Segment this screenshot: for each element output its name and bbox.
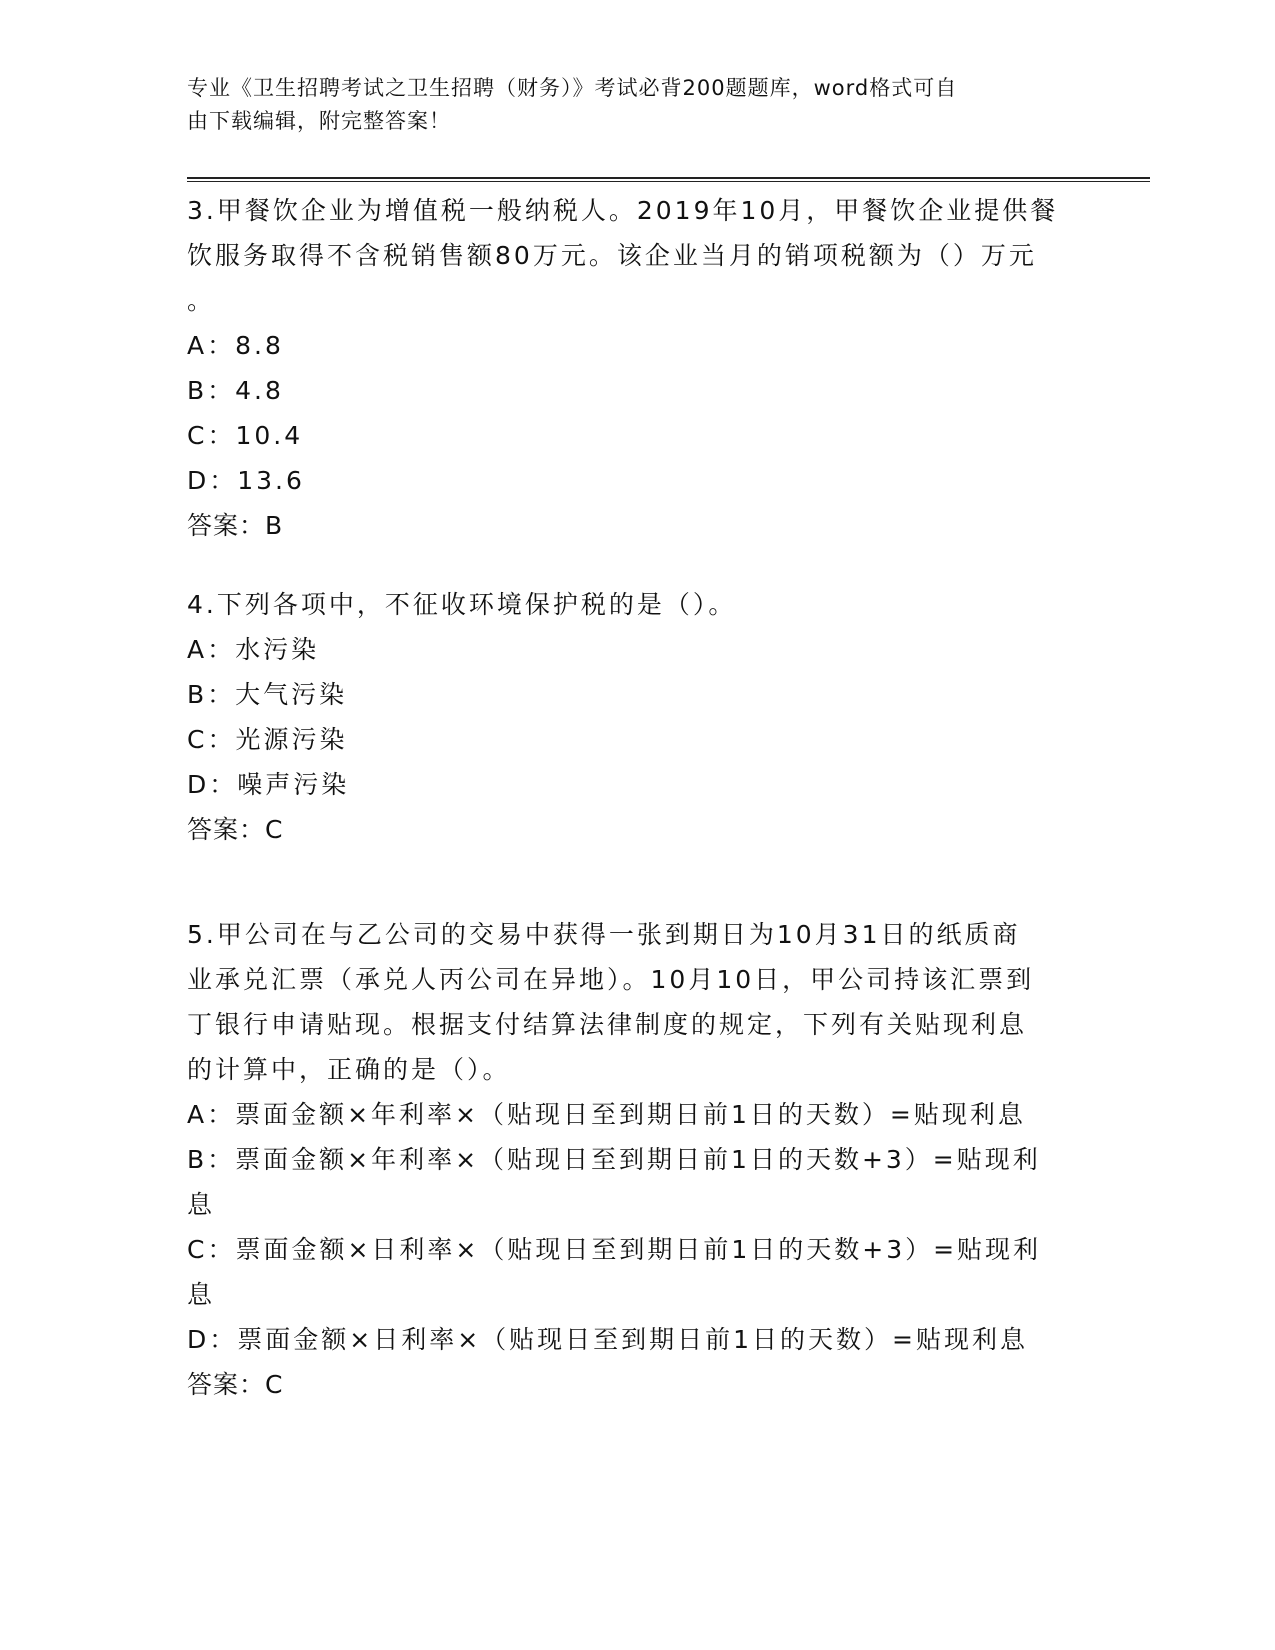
- option-c: C：票面金额×日利率×（贴现日至到期日前1日的天数+3）=贴现利: [187, 1235, 1042, 1264]
- option-d: D：票面金额×日利率×（贴现日至到期日前1日的天数）=贴现利息: [187, 1325, 1029, 1354]
- option-b: B：大气污染: [187, 680, 348, 709]
- question-stem-line: 5.甲公司在与乙公司的交易中获得一张到期日为10月31日的纸质商: [187, 920, 1021, 949]
- option-a: A：8.8: [187, 331, 284, 360]
- answer-line: 答案：C: [187, 1370, 284, 1399]
- option-c: C：10.4: [187, 421, 304, 450]
- header-rule-thick: [187, 177, 1150, 179]
- option-a: A：票面金额×年利率×（贴现日至到期日前1日的天数）=贴现利息: [187, 1100, 1026, 1129]
- header-line-2: 由下载编辑，附完整答案！: [187, 109, 451, 133]
- question-5: [187, 912, 1087, 1407]
- option-d: D：13.6: [187, 466, 305, 495]
- question-stem-line: 3.甲餐饮企业为增值税一般纳税人。2019年10月，甲餐饮企业提供餐: [187, 196, 1059, 225]
- question-stem-line: 4.下列各项中，不征收环境保护税的是（）。: [187, 590, 737, 619]
- option-d: D：噪声污染: [187, 770, 350, 799]
- option-b-continued: 息: [187, 1190, 216, 1219]
- question-4: [187, 582, 1087, 852]
- question-3: [187, 188, 1087, 548]
- header-rule-thin: [187, 181, 1150, 182]
- question-stem-line: 的计算中，正确的是（）。: [187, 1055, 511, 1084]
- option-b: B：4.8: [187, 376, 284, 405]
- document-header: [187, 72, 1067, 138]
- question-stem-line: 。: [187, 286, 216, 315]
- option-c-continued: 息: [187, 1280, 216, 1309]
- question-stem-line: 饮服务取得不含税销售额80万元。该企业当月的销项税额为（）万元: [187, 241, 1037, 270]
- header-line-1: 专业《卫生招聘考试之卫生招聘（财务）》考试必背200题题库，word格式可自: [187, 76, 958, 100]
- answer-line: 答案：B: [187, 511, 284, 540]
- option-a: A：水污染: [187, 635, 320, 664]
- option-c: C：光源污染: [187, 725, 348, 754]
- question-stem-line: 丁银行申请贴现。根据支付结算法律制度的规定，下列有关贴现利息: [187, 1010, 1028, 1039]
- answer-line: 答案：C: [187, 815, 284, 844]
- option-b: B：票面金额×年利率×（贴现日至到期日前1日的天数+3）=贴现利: [187, 1145, 1041, 1174]
- question-stem-line: 业承兑汇票（承兑人丙公司在异地）。10月10日，甲公司持该汇票到: [187, 965, 1035, 994]
